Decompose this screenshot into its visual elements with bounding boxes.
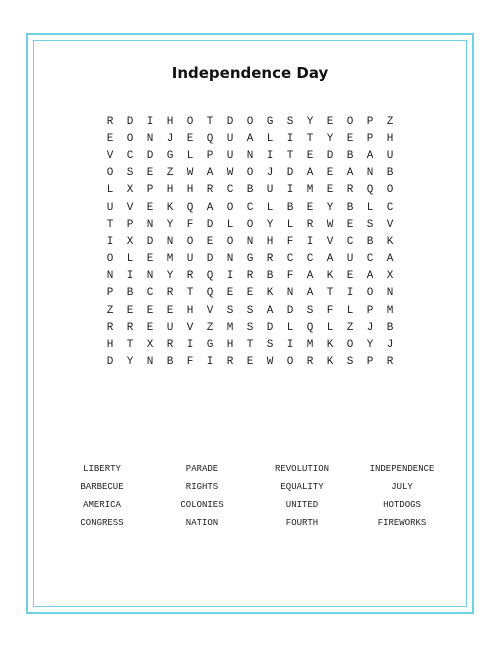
grid-letter: N bbox=[146, 356, 154, 369]
grid-letter: S bbox=[306, 304, 314, 317]
grid-letter: A bbox=[306, 287, 314, 300]
grid-letter: E bbox=[166, 304, 174, 317]
grid-letter: E bbox=[186, 132, 194, 145]
grid-letter: C bbox=[286, 253, 294, 266]
grid-letter: I bbox=[286, 339, 294, 352]
grid-letter: L bbox=[226, 218, 234, 231]
grid-letter: O bbox=[226, 201, 234, 214]
grid-letter: S bbox=[246, 321, 254, 334]
grid-letter: V bbox=[206, 304, 214, 317]
grid-letter: E bbox=[206, 235, 214, 248]
grid-letter: V bbox=[126, 201, 134, 214]
grid-letter: E bbox=[146, 253, 154, 266]
grid-letter: U bbox=[186, 253, 194, 266]
grid-letter: V bbox=[386, 218, 394, 231]
grid-letter: P bbox=[366, 304, 374, 317]
grid-letter: O bbox=[186, 115, 194, 128]
grid-letter: E bbox=[146, 304, 154, 317]
grid-letter: P bbox=[126, 218, 134, 231]
grid-letter: D bbox=[226, 115, 234, 128]
grid-letter: Y bbox=[266, 218, 274, 231]
grid-letter: D bbox=[106, 356, 114, 369]
grid-row bbox=[100, 165, 400, 182]
grid-letter: A bbox=[326, 253, 334, 266]
grid-letter: I bbox=[226, 270, 234, 283]
grid-row bbox=[100, 336, 400, 353]
grid-letter: O bbox=[286, 356, 294, 369]
grid-letter: L bbox=[286, 218, 294, 231]
grid-letter: Q bbox=[186, 201, 194, 214]
grid-letter: E bbox=[306, 149, 314, 162]
grid-letter: G bbox=[246, 253, 254, 266]
grid-letter: S bbox=[286, 115, 294, 128]
grid-letter: E bbox=[246, 287, 254, 300]
grid-letter: E bbox=[106, 132, 114, 145]
grid-letter: W bbox=[326, 218, 334, 231]
grid-row bbox=[100, 199, 400, 216]
grid-letter: M bbox=[306, 184, 314, 197]
grid-row bbox=[100, 216, 400, 233]
grid-letter: E bbox=[146, 201, 154, 214]
word-list-item: REVOLUTION bbox=[274, 464, 329, 474]
grid-letter: E bbox=[346, 218, 354, 231]
grid-letter: I bbox=[286, 132, 294, 145]
grid-letter: A bbox=[266, 304, 274, 317]
grid-row bbox=[100, 285, 400, 302]
grid-letter: D bbox=[286, 167, 294, 180]
grid-letter: V bbox=[186, 321, 194, 334]
grid-row bbox=[100, 233, 400, 250]
grid-letter: U bbox=[226, 132, 234, 145]
grid-letter: K bbox=[166, 201, 174, 214]
grid-letter: E bbox=[246, 356, 254, 369]
grid-letter: L bbox=[326, 321, 334, 334]
grid-letter: O bbox=[246, 167, 254, 180]
grid-letter: R bbox=[106, 321, 114, 334]
grid-letter: D bbox=[266, 321, 274, 334]
grid-letter: S bbox=[266, 339, 274, 352]
word-list-item: JULY bbox=[391, 482, 413, 492]
grid-letter: L bbox=[106, 184, 114, 197]
grid-letter: A bbox=[206, 201, 214, 214]
grid-letter: W bbox=[266, 356, 274, 369]
grid-letter: N bbox=[146, 132, 154, 145]
grid-letter: O bbox=[346, 115, 354, 128]
grid-letter: O bbox=[226, 235, 234, 248]
grid-letter: C bbox=[246, 201, 254, 214]
grid-letter: A bbox=[366, 149, 374, 162]
word-list bbox=[52, 460, 452, 532]
grid-letter: F bbox=[326, 304, 334, 317]
grid-letter: H bbox=[166, 115, 174, 128]
grid-letter: D bbox=[286, 304, 294, 317]
grid-letter: R bbox=[106, 115, 114, 128]
word-list-item: CONGRESS bbox=[80, 518, 124, 528]
grid-letter: T bbox=[126, 339, 134, 352]
grid-letter: Y bbox=[366, 339, 374, 352]
grid-letter: X bbox=[386, 270, 394, 283]
grid-letter: W bbox=[186, 167, 194, 180]
grid-letter: Z bbox=[206, 321, 214, 334]
grid-letter: E bbox=[146, 321, 154, 334]
grid-letter: H bbox=[166, 184, 174, 197]
grid-letter: K bbox=[266, 287, 274, 300]
grid-letter: T bbox=[186, 287, 194, 300]
grid-letter: L bbox=[266, 201, 274, 214]
grid-letter: N bbox=[146, 218, 154, 231]
grid-letter: C bbox=[386, 201, 394, 214]
grid-row bbox=[100, 354, 400, 371]
grid-letter: T bbox=[306, 132, 314, 145]
grid-letter: U bbox=[266, 184, 274, 197]
grid-letter: A bbox=[346, 167, 354, 180]
grid-letter: L bbox=[186, 149, 194, 162]
word-list-item: HOTDOGS bbox=[383, 500, 421, 510]
grid-letter: K bbox=[326, 339, 334, 352]
grid-letter: R bbox=[186, 270, 194, 283]
grid-letter: P bbox=[366, 115, 374, 128]
grid-letter: C bbox=[226, 184, 234, 197]
grid-letter: R bbox=[226, 356, 234, 369]
grid-letter: M bbox=[306, 339, 314, 352]
grid-letter: S bbox=[126, 167, 134, 180]
grid-letter: Y bbox=[166, 270, 174, 283]
grid-letter: A bbox=[366, 270, 374, 283]
grid-letter: O bbox=[386, 184, 394, 197]
grid-letter: C bbox=[306, 253, 314, 266]
grid-letter: X bbox=[126, 184, 134, 197]
grid-letter: A bbox=[306, 270, 314, 283]
grid-letter: R bbox=[266, 253, 274, 266]
grid-letter: F bbox=[186, 218, 194, 231]
grid-letter: X bbox=[146, 339, 154, 352]
grid-letter: C bbox=[366, 253, 374, 266]
grid-row bbox=[100, 268, 400, 285]
word-list-item: RIGHTS bbox=[185, 482, 219, 492]
grid-letter: U bbox=[106, 201, 114, 214]
grid-letter: W bbox=[226, 167, 234, 180]
grid-letter: B bbox=[346, 149, 354, 162]
grid-letter: D bbox=[146, 235, 154, 248]
grid-letter: L bbox=[346, 304, 354, 317]
grid-letter: M bbox=[386, 304, 394, 317]
grid-letter: R bbox=[306, 356, 314, 369]
grid-letter: B bbox=[166, 356, 174, 369]
grid-letter: T bbox=[246, 339, 254, 352]
grid-letter: S bbox=[246, 304, 254, 317]
grid-letter: I bbox=[106, 235, 114, 248]
grid-letter: H bbox=[386, 132, 394, 145]
grid-letter: T bbox=[206, 115, 214, 128]
grid-letter: R bbox=[126, 321, 134, 334]
grid-letter: N bbox=[146, 270, 154, 283]
grid-letter: I bbox=[206, 356, 214, 369]
grid-letter: I bbox=[346, 287, 354, 300]
grid-letter: N bbox=[166, 235, 174, 248]
grid-letter: R bbox=[386, 356, 394, 369]
grid-letter: I bbox=[286, 184, 294, 197]
grid-letter: Q bbox=[366, 184, 374, 197]
grid-letter: I bbox=[126, 270, 134, 283]
grid-letter: S bbox=[366, 218, 374, 231]
grid-letter: D bbox=[126, 115, 134, 128]
grid-letter: F bbox=[286, 270, 294, 283]
grid-letter: A bbox=[386, 253, 394, 266]
grid-letter: P bbox=[366, 132, 374, 145]
word-list-item: LIBERTY bbox=[83, 464, 121, 474]
grid-letter: C bbox=[146, 287, 154, 300]
grid-letter: B bbox=[126, 287, 134, 300]
grid-letter: Z bbox=[346, 321, 354, 334]
grid-letter: M bbox=[166, 253, 174, 266]
grid-letter: B bbox=[366, 235, 374, 248]
grid-letter: V bbox=[106, 149, 114, 162]
grid-letter: E bbox=[346, 132, 354, 145]
grid-letter: B bbox=[286, 201, 294, 214]
grid-letter: G bbox=[266, 115, 274, 128]
grid-letter: D bbox=[206, 253, 214, 266]
word-list-item: UNITED bbox=[285, 500, 319, 510]
grid-letter: N bbox=[226, 253, 234, 266]
grid-letter: R bbox=[166, 339, 174, 352]
grid-letter: E bbox=[226, 287, 234, 300]
grid-letter: Y bbox=[126, 356, 134, 369]
grid-letter: E bbox=[326, 115, 334, 128]
grid-letter: P bbox=[366, 356, 374, 369]
grid-letter: B bbox=[386, 321, 394, 334]
grid-letter: J bbox=[386, 339, 394, 352]
grid-letter: Q bbox=[206, 287, 214, 300]
grid-letter: L bbox=[126, 253, 134, 266]
grid-letter: U bbox=[226, 149, 234, 162]
grid-letter: O bbox=[106, 167, 114, 180]
grid-letter: K bbox=[326, 270, 334, 283]
grid-letter: D bbox=[326, 149, 334, 162]
grid-letter: G bbox=[166, 149, 174, 162]
grid-letter: A bbox=[306, 167, 314, 180]
grid-letter: L bbox=[366, 201, 374, 214]
grid-letter: N bbox=[386, 287, 394, 300]
page-title: Independence Day bbox=[171, 64, 329, 82]
grid-letter: H bbox=[226, 339, 234, 352]
grid-letter: B bbox=[346, 201, 354, 214]
grid-letter: G bbox=[206, 339, 214, 352]
grid-letter: U bbox=[386, 149, 394, 162]
word-list-item: FOURTH bbox=[285, 518, 319, 528]
grid-letter: C bbox=[126, 149, 134, 162]
grid-letter: R bbox=[246, 270, 254, 283]
grid-row bbox=[100, 302, 400, 319]
grid-row bbox=[100, 319, 400, 336]
grid-letter: J bbox=[266, 167, 274, 180]
grid-letter: K bbox=[386, 235, 394, 248]
grid-letter: J bbox=[366, 321, 374, 334]
grid-letter: N bbox=[366, 167, 374, 180]
grid-letter: E bbox=[146, 167, 154, 180]
word-list-item: FIREWORKS bbox=[377, 518, 427, 528]
grid-row bbox=[100, 147, 400, 164]
word-list-item: PARADE bbox=[185, 464, 219, 474]
grid-letter: A bbox=[206, 167, 214, 180]
grid-letter: Y bbox=[326, 132, 334, 145]
grid-row bbox=[100, 182, 400, 199]
grid-letter: O bbox=[126, 132, 134, 145]
grid-letter: K bbox=[326, 356, 334, 369]
grid-letter: U bbox=[346, 253, 354, 266]
grid-letter: N bbox=[106, 270, 114, 283]
grid-letter: H bbox=[266, 235, 274, 248]
grid-letter: D bbox=[206, 218, 214, 231]
grid-letter: M bbox=[226, 321, 234, 334]
grid-letter: Q bbox=[206, 270, 214, 283]
grid-letter: V bbox=[326, 235, 334, 248]
word-list-item: NATION bbox=[185, 518, 219, 528]
grid-letter: T bbox=[286, 149, 294, 162]
grid-letter: P bbox=[106, 287, 114, 300]
grid-letter: Y bbox=[306, 115, 314, 128]
letter-grid bbox=[100, 113, 400, 371]
grid-row bbox=[100, 251, 400, 268]
grid-letter: B bbox=[386, 167, 394, 180]
grid-letter: S bbox=[226, 304, 234, 317]
grid-letter: H bbox=[186, 184, 194, 197]
grid-letter: N bbox=[286, 287, 294, 300]
grid-letter: E bbox=[346, 270, 354, 283]
grid-row bbox=[100, 130, 400, 147]
grid-letter: R bbox=[206, 184, 214, 197]
word-list-item: INDEPENDENCE bbox=[369, 464, 435, 474]
grid-letter: O bbox=[106, 253, 114, 266]
grid-letter: R bbox=[166, 287, 174, 300]
grid-letter: F bbox=[286, 235, 294, 248]
grid-letter: Y bbox=[326, 201, 334, 214]
grid-letter: H bbox=[106, 339, 114, 352]
grid-letter: A bbox=[246, 132, 254, 145]
word-list-item: BARBECUE bbox=[80, 482, 124, 492]
word-list-item: AMERICA bbox=[83, 500, 121, 510]
grid-letter: L bbox=[266, 132, 274, 145]
grid-letter: O bbox=[246, 115, 254, 128]
grid-letter: U bbox=[166, 321, 174, 334]
grid-letter: E bbox=[306, 201, 314, 214]
grid-letter: R bbox=[306, 218, 314, 231]
grid-letter: Z bbox=[106, 304, 114, 317]
grid-letter: C bbox=[346, 235, 354, 248]
grid-letter: B bbox=[246, 184, 254, 197]
grid-letter: D bbox=[146, 149, 154, 162]
grid-letter: I bbox=[186, 339, 194, 352]
grid-letter: Z bbox=[386, 115, 394, 128]
grid-row bbox=[100, 113, 400, 130]
grid-letter: H bbox=[186, 304, 194, 317]
grid-letter: Z bbox=[166, 167, 174, 180]
word-list-item: COLONIES bbox=[180, 500, 224, 510]
grid-letter: X bbox=[126, 235, 134, 248]
grid-letter: L bbox=[286, 321, 294, 334]
grid-letter: E bbox=[326, 184, 334, 197]
grid-letter: O bbox=[366, 287, 374, 300]
grid-letter: R bbox=[346, 184, 354, 197]
grid-letter: F bbox=[186, 356, 194, 369]
grid-letter: S bbox=[346, 356, 354, 369]
grid-letter: E bbox=[126, 304, 134, 317]
grid-letter: T bbox=[326, 287, 334, 300]
grid-letter: N bbox=[246, 149, 254, 162]
grid-letter: Y bbox=[166, 218, 174, 231]
grid-letter: T bbox=[106, 218, 114, 231]
grid-letter: O bbox=[246, 218, 254, 231]
grid-letter: I bbox=[266, 149, 274, 162]
grid-letter: N bbox=[246, 235, 254, 248]
grid-letter: I bbox=[306, 235, 314, 248]
grid-letter: Q bbox=[206, 132, 214, 145]
grid-letter: I bbox=[146, 115, 154, 128]
grid-letter: Q bbox=[306, 321, 314, 334]
grid-letter: O bbox=[186, 235, 194, 248]
word-list-item: EQUALITY bbox=[280, 482, 324, 492]
grid-letter: E bbox=[326, 167, 334, 180]
grid-letter: B bbox=[266, 270, 274, 283]
grid-letter: O bbox=[346, 339, 354, 352]
grid-letter: J bbox=[166, 132, 174, 145]
grid-letter: P bbox=[146, 184, 154, 197]
grid-letter: P bbox=[206, 149, 214, 162]
